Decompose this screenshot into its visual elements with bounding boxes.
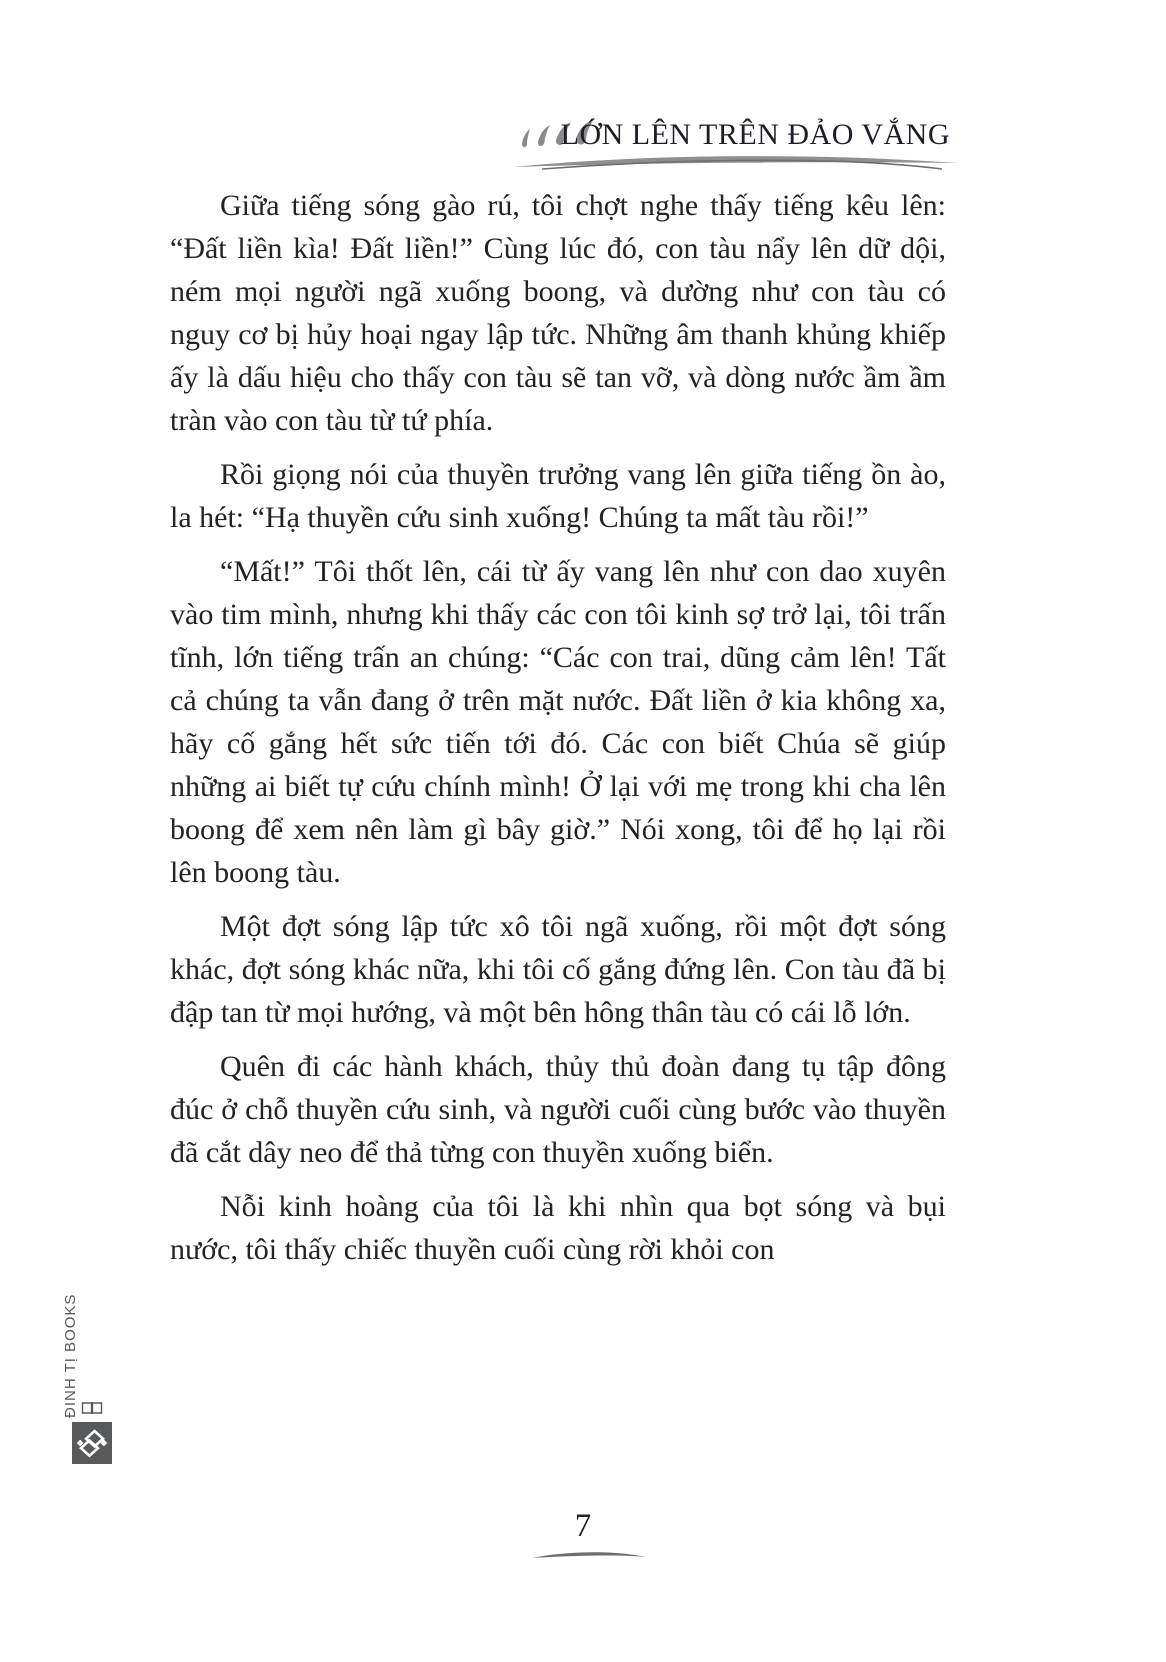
- dinhti-logo: [72, 1422, 112, 1464]
- body-text: [170, 184, 946, 1282]
- paragraph: Giữa tiếng sóng gào rú, tôi chợt nghe thấy tiếng kêu lên: “Đất liền kìa! Đất liền!” Cùng lúc đó, con tàu nẩy lên dữ dội, ném mọi người ngã xuống boong, và dường như con tàu có nguy cơ bị hủy hoại ngay lập tức. Những âm thanh khủng khiếp ấy là dấu hiệu cho thấy con tàu sẽ tan vỡ, và dòng nước ầm ầm tràn vào con tàu từ tứ phía.: [170, 189, 946, 437]
- header-swoosh: [512, 150, 960, 176]
- paragraph: Nỗi kinh hoàng của tôi là khi nhìn qua bọt sóng và bụi nước, tôi thấy chiếc thuyền cuối cùng rời khỏi con: [170, 1190, 946, 1266]
- open-book-icon: [81, 1401, 103, 1415]
- paragraph: “Mất!” Tôi thốt lên, cái từ ấy vang lên như con dao xuyên vào tim mình, nhưng khi thấy các con tôi kinh sợ trở lại, tôi trấn tĩnh, lớn tiếng trấn an chúng: “Các con trai, dũng cảm lên! Tất cả chúng ta vẫn đang ở trên mặt nước. Đất liền ở kia không xa, hãy cố gắng hết sức tiến tới đó. Các con biết Chúa sẽ giúp những ai biết tự cứu chính mình! Ở lại với mẹ trong khi cha lên boong để xem nên làm gì bây giờ.” Nói xong, tôi để họ lại rồi lên boong tàu.: [170, 555, 946, 889]
- running-title: LỚN LÊN TRÊN ĐẢO VẮNG: [560, 118, 950, 151]
- paragraph: Một đợt sóng lập tức xô tôi ngã xuống, rồi một đợt sóng khác, đợt sóng khác nữa, khi tôi cố gắng đứng lên. Con tàu đã bị đập tan từ mọi hướng, và một bên hông thân tàu có cái lỗ lớn.: [170, 910, 946, 1029]
- page-number: 7: [574, 1508, 592, 1544]
- footer-swoosh: [530, 1548, 648, 1562]
- paragraph: Quên đi các hành khách, thủy thủ đoàn đang tụ tập đông đúc ở chỗ thuyền cứu sinh, và người cuối cùng bước vào thuyền đã cắt dây neo để thả từng con thuyền xuống biển.: [170, 1050, 946, 1169]
- publisher-name: ĐINH TỊ BOOKS: [62, 1293, 79, 1418]
- paragraph: Rồi giọng nói của thuyền trưởng vang lên giữa tiếng ồn ào, la hét: “Hạ thuyền cứu sinh xuống! Chúng ta mất tàu rồi!”: [170, 458, 946, 534]
